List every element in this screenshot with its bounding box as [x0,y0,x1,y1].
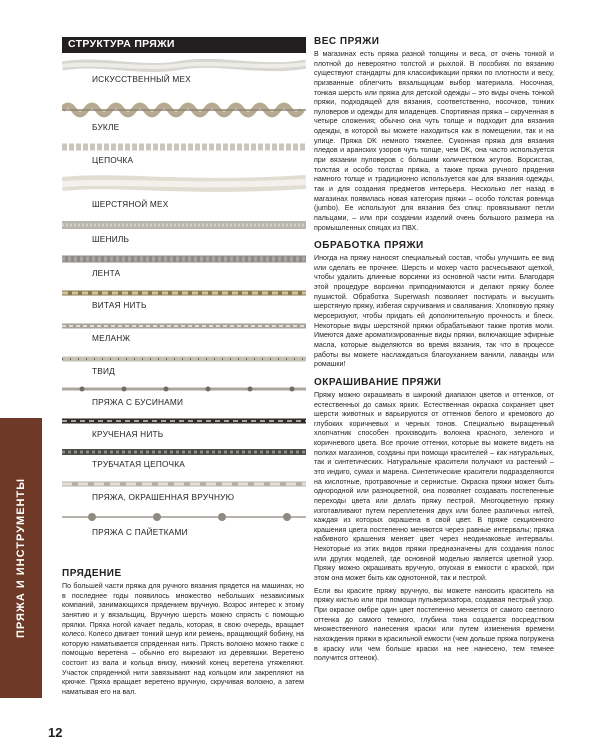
strand-label: ПРЯЖА С ПАЙЕТКАМИ [92,527,188,537]
section-heading: ПРЯДЕНИЕ [62,568,122,579]
side-tab-label: ПРЯЖА И ИНСТРУМЕНТЫ [15,478,27,638]
strand-label: ПРЯЖА, ОКРАШЕННАЯ ВРУЧНУЮ [92,492,235,502]
strand-label: ШЕНИЛЬ [92,234,130,244]
tweed-yarn-image [62,352,306,366]
strand-label: ТРУБЧАТАЯ ЦЕПОЧКА [92,459,186,469]
right-column [314,36,554,664]
strand-label: ВИТАЯ НИТЬ [92,300,147,310]
plied-yarn-image [62,415,306,427]
section-text: Пряжу можно окрашивать в широкий диапазон цветов и оттенков, от естественных до самых ярких. Естественная окраска сохраняет цвет шерсти животных и варьируются от оттенков белого и кремового до глубоких коричневых и черных тонов. Специально выращенный хлопчатник способен производить волокна красного, зеленого и коричневого цвета. Все прочие оттенки, которые вы можете видеть на полках магазинов, созданы при помощи красителей – как натуральных, так и синтетических. Натуральные красители получают из растений – это индиго, сумах и марена. Синтетические красители подразделяются на кислотные, протравочные и сернистые. Окраска пряжи может быть однородной или разноцветной, она позволяет создавать постепенные переходы цвета или делать пряжу пестрой. Многоцветную пряжу изготавливают путем переплетения двух или более различных нитей, каждая из которых окрашена в свой цвет. В пряже секционного крашения цвета постепенно меняются через равные интервалы; пряжа набивного крашения меняет цвет через неодинаковые интервалы. Некоторые из этих видов пряжи предназначены для создания полос или других моделей, где основной моделью является цветной узор. Пряжу можно окрашивать вручную, опуская в емкости с краской, при этом она может быть как однотонной, так и пестрой. [314,390,554,583]
strand-label: БУКЛЕ [92,122,120,132]
page-number: 12 [48,725,63,740]
strand-label: ЛЕНТА [92,268,121,278]
section-heading: ОБРАБОТКА ПРЯЖИ [314,240,424,252]
twisted-yarn-image [62,286,306,300]
strand-label: ТВИД [92,366,115,376]
tubular-yarn-image [62,445,306,459]
wool-fur-yarn-image [62,172,306,196]
section-text: В магазинах есть пряжа разной толщины и веса, от очень тонкой и плотной до невероятно толстой и рыхлой. В пособиях по вязанию существуют стандарты для классификации пряжи по плотности и весу, призванные облегчить вязальщицам выбор материала. Носочная, тонкая шерсть или пряжа для детской одежды – это виды очень тонкой пряжи, подходящей для вязания, соответственно, носочков, тонких пуловеров и одежды для младенцев. Спортивная пряжа – скрученная в четыре сложения; обычно она чуть толще и подходит для вязания одежды, в которой вы можете находиться как в помещении, так и на улице. Пряжа DK немного тяжелее. Суконная пряжа для вязания пледов и аранских узоров чуть толще, чем DK, она часто используется при вязании пуловеров с большим количеством жгутов. Ворсистая, толстая и особо толстая пряжа, а также пряжа ручного прядения намного толще и традиционно используется как для вязания одежды, так и для создания предметов интерьера. Несколько лет назад в магазинах появилась новая категория пряжи – особо толстая ровница (jumbo). Ее используют для вязания без спиц: провязывают петли пальцами, – или при создании изделий очень большого размера на промышленных спицах из ПВХ. [314,50,554,232]
section-text: По большей части пряжа для ручного вязания прядется на машинах, но в последнее годы появилось множество небольших независимых компаний, занимающихся прядением вручную. Возрос интерес к этому занятию и у вязальщиц. Вручную шерсть можно спрясть с помощью прялки. Пряха ногой качает педаль, которая, в свою очередь, вращает колесо. Колесо двигает тонкий шнур или ремень, вращающий бобину, на которую наматывается спряденная нить. Прясть волокно можно также с помощью веретена – обычно его вырезают из деревяшки. Веретено состоит из вала и кольца внизу, нижний конец веретена утяжеляют. Участок спряденной нити завязывают над кольцом или закрепляют на крючке. Пряха вращает веретено вручную, скручивая волокно, а затем наматывая его на вал. [62,582,304,697]
beaded-yarn-image [62,382,306,396]
sequin-yarn-image [62,509,306,525]
section-text: Иногда на пряжу наносят специальный состав, чтобы улучшить ее вид или сделать ее прочнее. Шерсть и мохер часто расчесывают щеткой, чтобы удалить длинные ворсинки из основной части нити. Благодаря этой процедуре ворсинки приподнимаются и делают пряжу более пушистой. Обработка Superwash позволяет постирать и высушить шерстяную пряжу, избегая скручивания и свалявания. Хлопковую пряжу мерсеризуют, чтобы придать ей дополнительную прочность и блеск. Некоторые виды шерстяной пряжи обрабатывают также против моли. Имеются даже ароматизированные виды пряжи, включающие эфирные масла, которые выделяются во время вязания, так что в процессе работы вы можете наслаждаться благоуханием ванили, лаванды или ромашки! [314,254,554,369]
yarn-structure-panel [62,55,306,560]
faux-fur-yarn-image [62,57,306,75]
strand-label: ЦЕПОЧКА [92,155,134,165]
side-tab [0,418,42,698]
section-text: Если вы красите пряжу вручную, вы можете наносить краситель на пряжу кистью или при помощи пульверизатора, создавая пестрый узор. При окраске омбре один цвет постепенно меняется от самого светлого оттенка до самого темного, глубина тона создается посредством множественного нанесения краски или путем изменения времени нахождения пряжи в красильной емкости (чем дольше пряжа погружена в краску или чем больше краски на нее нанесено, тем темнее получится оттенок). [314,586,554,663]
spinning-section [62,568,304,698]
chain-yarn-image [62,140,306,154]
section-heading: ОКРАШИВАНИЕ ПРЯЖИ [314,376,442,388]
strand-label: МЕЛАНЖ [92,333,131,343]
hand-dyed-yarn-image [62,477,306,491]
strand-label: ПРЯЖА С БУСИНАМИ [92,397,184,407]
chenille-yarn-image [62,218,306,232]
ribbon-yarn-image [62,252,306,266]
strand-label: ИСКУССТВЕННЫЙ МЕХ [92,74,191,84]
boucle-yarn-image [62,99,306,121]
melange-yarn-image [62,319,306,333]
strand-label: КРУЧЕНАЯ НИТЬ [92,429,164,439]
section-heading: ВЕС ПРЯЖИ [314,36,380,47]
structure-title: СТРУКТУРА ПРЯЖИ [62,37,306,53]
strand-label: ШЕРСТЯНОЙ МЕХ [92,199,169,209]
